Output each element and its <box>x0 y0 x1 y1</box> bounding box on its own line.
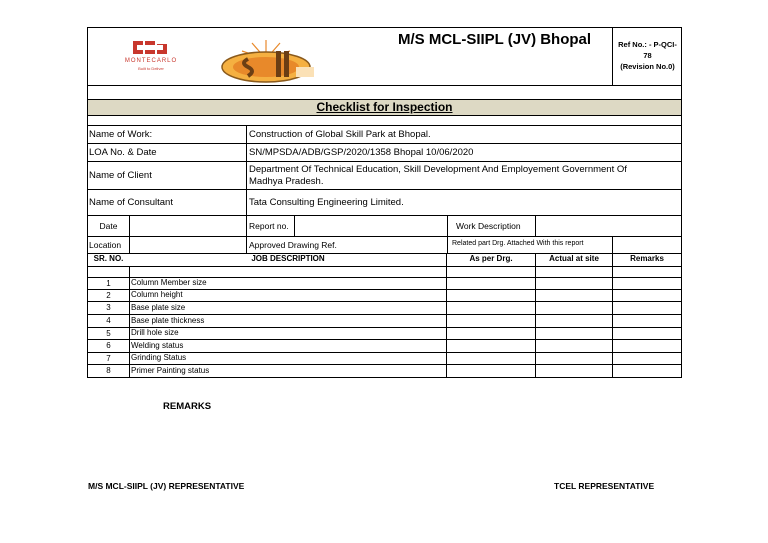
row-description: Drill hole size <box>131 328 179 337</box>
row-description: Welding status <box>131 341 184 350</box>
remarks-label: REMARKS <box>163 401 212 412</box>
col-header-job-description: JOB DESCRIPTION <box>251 254 325 263</box>
row-sr-no: 2 <box>106 291 111 300</box>
ref-line-3: (Revision No.0) <box>620 62 675 71</box>
client-label: Name of Client <box>89 170 152 181</box>
col-header-sr-no: SR. NO. <box>93 254 124 263</box>
tcel-representative-label: TCEL REPRESENTATIVE <box>554 481 655 491</box>
location-label: Location <box>89 240 122 250</box>
row-sr-no: 8 <box>106 366 111 375</box>
col-header-remarks: Remarks <box>630 254 664 263</box>
row-sr-no: 7 <box>106 354 111 363</box>
client-value-line-1: Department Of Technical Education, Skill Development And Employement Government Of <box>249 164 627 175</box>
checklist-title: Checklist for Inspection <box>316 100 453 114</box>
siipl-logo <box>218 37 338 83</box>
loa-value: SN/MPSDA/ADB/GSP/2020/1358 Bhopal 10/06/2020 <box>249 147 474 158</box>
row-sr-no: 3 <box>106 303 111 312</box>
row-description: Grinding Status <box>131 353 187 362</box>
name-of-work-label: Name of Work: <box>89 129 153 140</box>
related-drawing-label: Related part Drg. Attached With this report <box>452 240 584 247</box>
client-value-line-2: Madhya Pradesh. <box>249 176 324 187</box>
logo-name: MONTECARLO <box>124 58 178 64</box>
row-sr-no: 5 <box>106 329 111 338</box>
row-sr-no: 4 <box>106 316 111 325</box>
date-label: Date <box>99 221 118 231</box>
consultant-label: Name of Consultant <box>89 197 173 208</box>
consultant-value: Tata Consulting Engineering Limited. <box>249 197 404 208</box>
logo-tagline: Built to Deliver <box>138 66 164 71</box>
approved-drawing-label: Approved Drawing Ref. <box>249 240 337 250</box>
row-description: Base plate thickness <box>131 316 205 325</box>
row-description: Base plate size <box>131 303 186 312</box>
row-sr-no: 1 <box>106 279 111 288</box>
row-sr-no: 6 <box>106 341 111 350</box>
report-no-label: Report no. <box>249 221 289 231</box>
work-description-label: Work Description <box>456 221 521 231</box>
name-of-work-value: Construction of Global Skill Park at Bhopal. <box>249 129 431 140</box>
loa-label: LOA No. & Date <box>89 147 157 158</box>
col-header-as-per-drg: As per Drg. <box>469 254 513 263</box>
row-description: Column Member size <box>131 278 207 287</box>
ref-line-2: 78 <box>643 51 652 60</box>
ref-line-1: Ref No.: - P-QCI- <box>618 40 677 49</box>
company-title: M/S MCL-SIIPL (JV) Bhopal <box>398 31 592 48</box>
row-description: Column height <box>131 290 183 299</box>
row-description: Primer Painting status <box>131 366 210 375</box>
montecarlo-logo <box>116 38 186 76</box>
mcl-representative-label: M/S MCL-SIIPL (JV) REPRESENTATIVE <box>88 481 245 491</box>
col-header-actual-at-site: Actual at site <box>549 254 599 263</box>
